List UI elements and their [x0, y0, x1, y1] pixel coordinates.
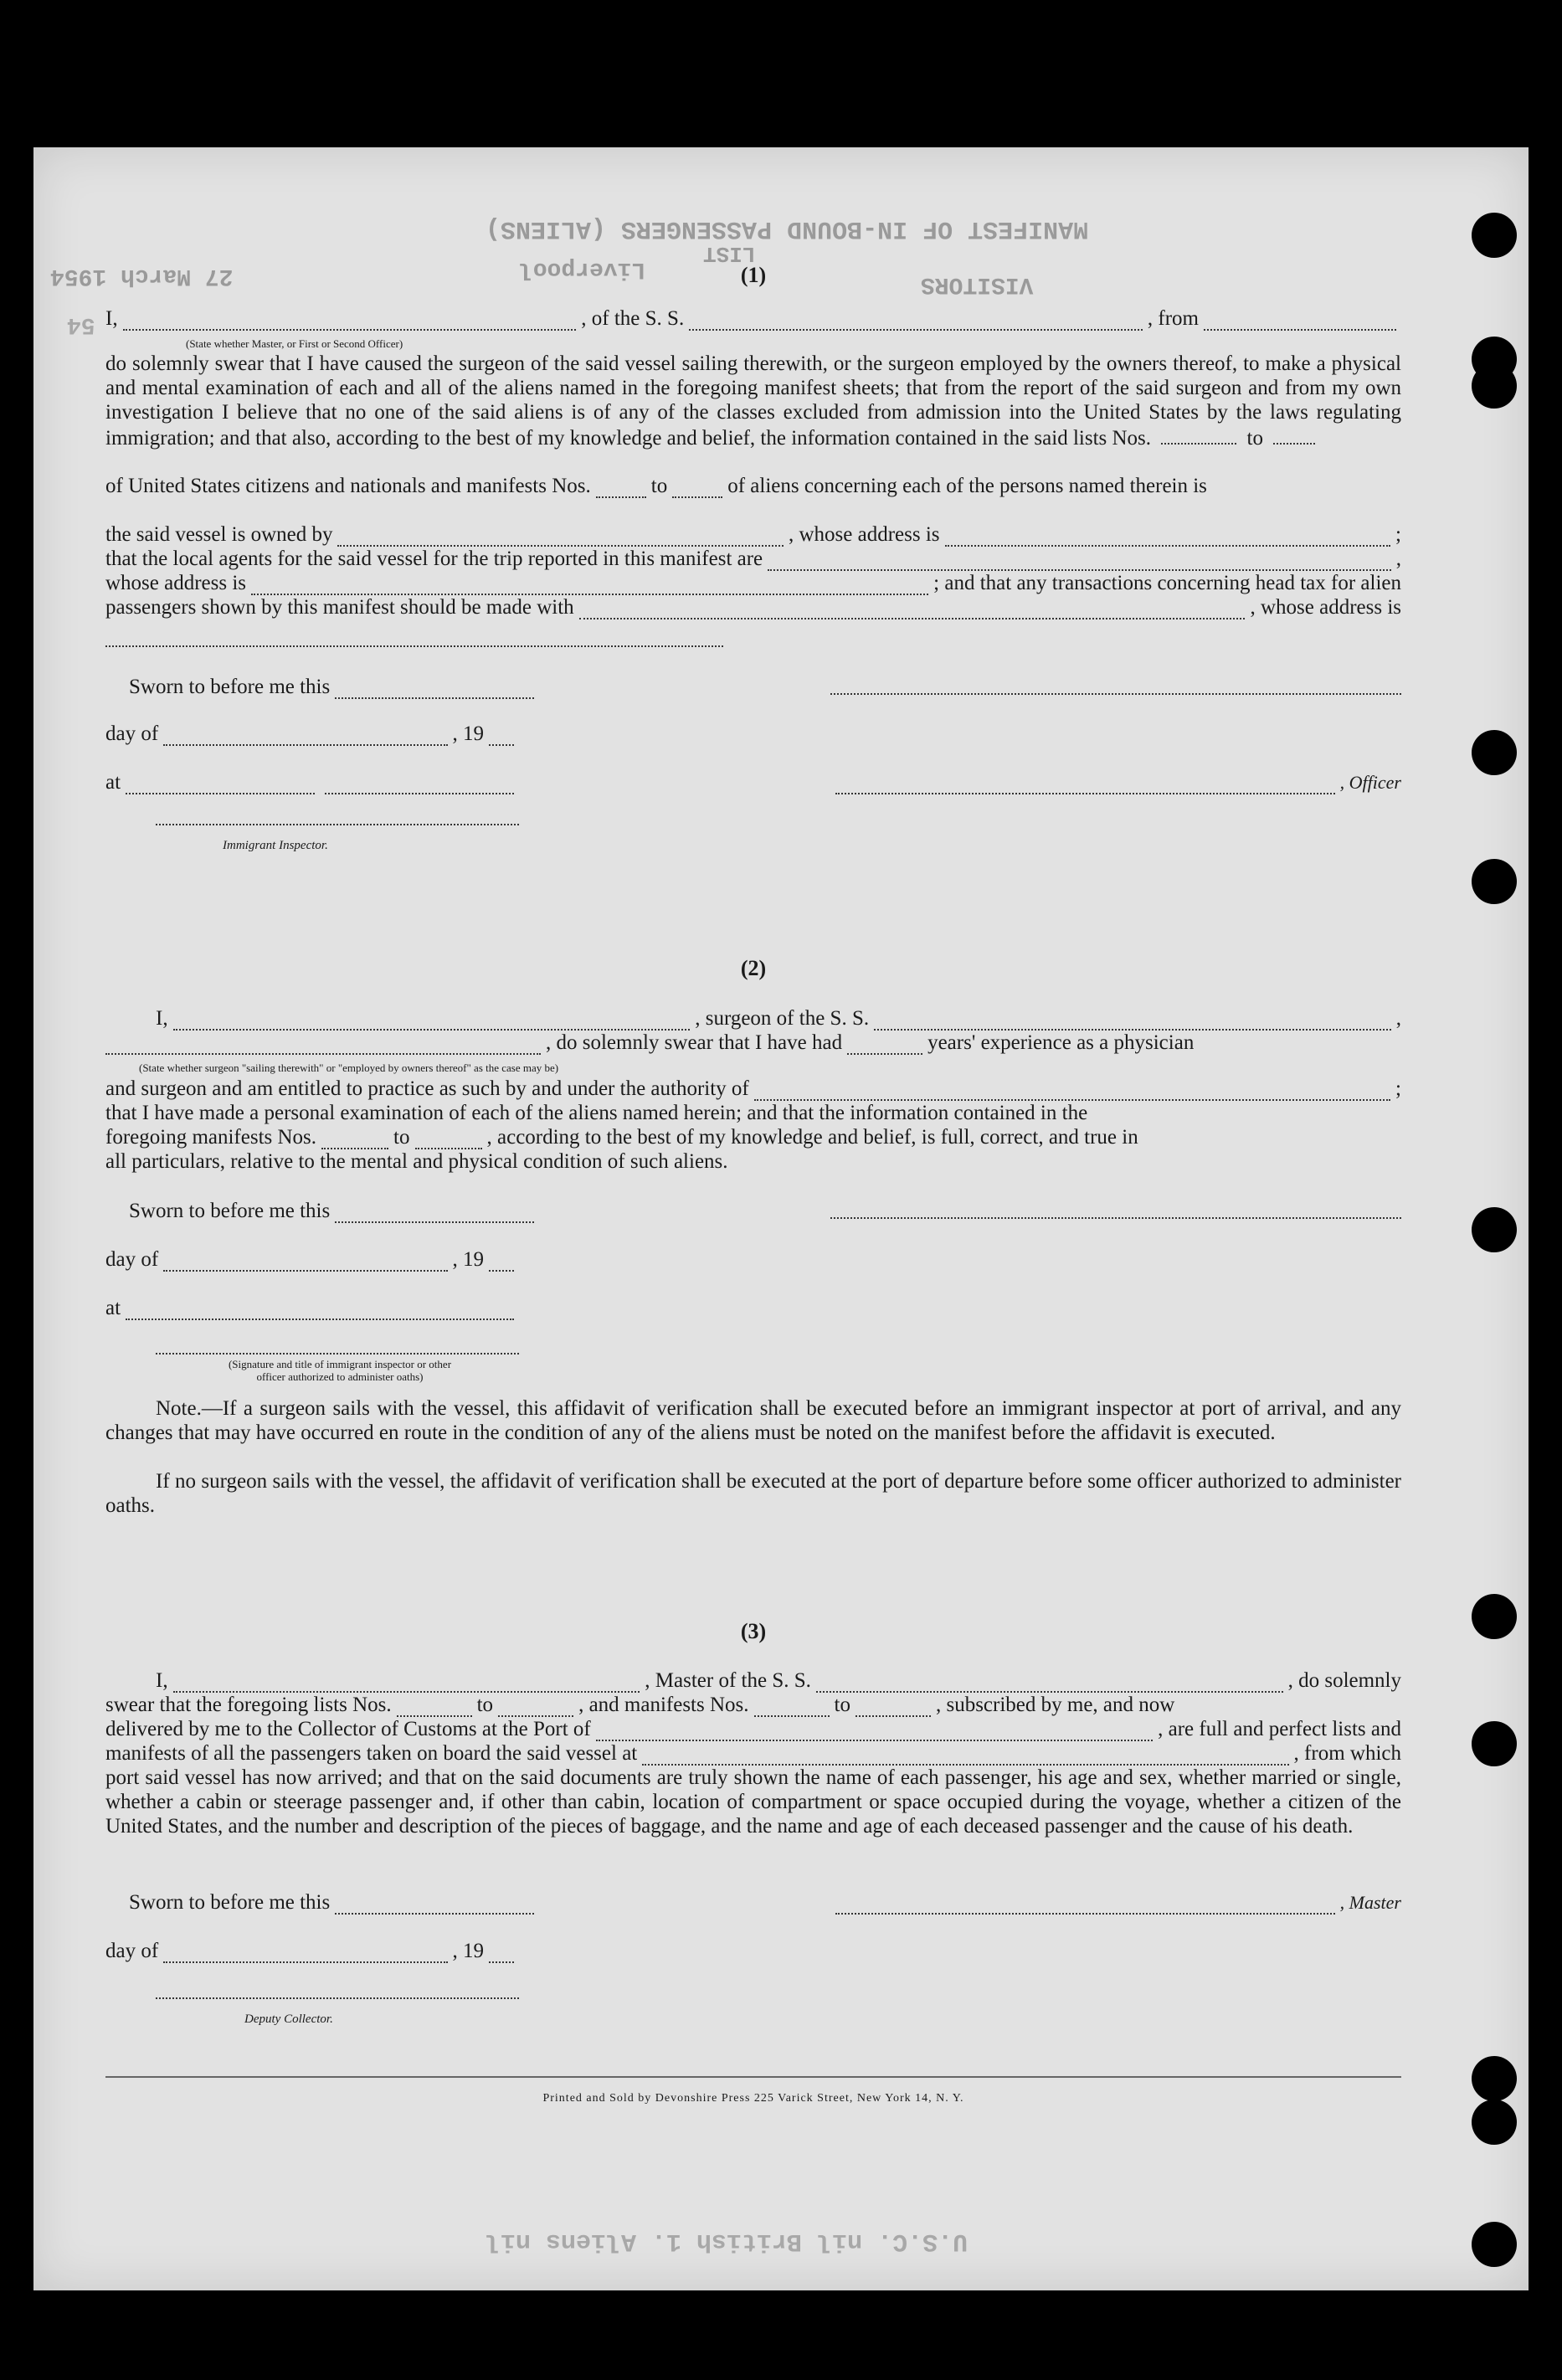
s1-whose1-label: , whose address is [789, 523, 940, 546]
s2-signature-caption: (Signature and title of immigrant inspector or other officer authorized to administer oaths) [228, 1358, 452, 1383]
punch-hole [1472, 1594, 1517, 1639]
s1-whose2-line [105, 571, 1401, 595]
section-1 [105, 263, 1401, 287]
s1-year-field[interactable] [489, 726, 514, 746]
s1-officer-label: , Officer [1339, 772, 1401, 793]
s1-officer-line [830, 770, 1401, 794]
s3-fromwhich-label: , from which [1293, 1742, 1401, 1765]
punch-hole [1472, 859, 1517, 904]
s2-month-field[interactable] [163, 1252, 447, 1272]
s1-at-line [105, 770, 1401, 794]
s1-agents-field[interactable] [768, 551, 1391, 571]
section-3 [105, 1619, 1401, 1643]
punch-hole [1472, 363, 1517, 409]
s1-ss-label: , of the S. S. [581, 307, 685, 330]
s3-lists-to-field[interactable] [498, 1697, 573, 1717]
s3-deputy-label: Deputy Collector. [244, 2012, 333, 2026]
s3-lists-from-field[interactable] [397, 1697, 472, 1717]
s3-line3 [105, 1717, 1401, 1741]
s1-at-place2-field[interactable] [325, 774, 514, 794]
section-2 [105, 956, 1401, 980]
s1-manifest-from-field[interactable] [596, 478, 646, 498]
punch-hole [1472, 730, 1517, 775]
punch-hole [1472, 1207, 1517, 1252]
s1-agents-line [105, 547, 1401, 571]
s3-sworn-date-field[interactable] [335, 1894, 534, 1915]
s2-signature-line[interactable] [830, 1217, 1401, 1219]
s2-i-label: I, [156, 1007, 168, 1030]
s1-taxagent-field[interactable] [579, 599, 1246, 619]
s1-owner-field[interactable] [337, 527, 784, 547]
s1-owner-address-field[interactable] [945, 527, 1391, 547]
s2-line1 [105, 1006, 1401, 1031]
punch-hole [1472, 2100, 1517, 2145]
punch-hole [1472, 213, 1517, 258]
s1-inspector-label: Immigrant Inspector. [223, 839, 328, 852]
bleed-header-text: MANIFEST OF IN-BOUND PASSENGERS (ALIENS) [486, 214, 1089, 243]
s1-sworn-label: Sworn to before me this [129, 676, 331, 698]
s3-embark-port-field[interactable] [642, 1745, 1288, 1766]
s3-sworn-label: Sworn to before me this [129, 1891, 331, 1914]
s2-authority-field[interactable] [754, 1081, 1390, 1101]
s1-owned-label: the said vessel is owned by [105, 523, 333, 546]
section-2-heading: (2) [740, 956, 767, 980]
s2-comma: , [1395, 1007, 1402, 1030]
s1-officer-field[interactable] [835, 774, 1335, 794]
s2-at-line [105, 1296, 1401, 1320]
s3-perfect-label: , are full and perfect lists and [1158, 1718, 1401, 1740]
s2-dayof-line [105, 1247, 1401, 1272]
s2-line4 [105, 1101, 1401, 1125]
s3-dayof-label: day of [105, 1940, 159, 1962]
s3-port-label: delivered by me to the Collector of Customs at the Port of [105, 1718, 591, 1740]
s1-name-field[interactable] [123, 311, 577, 331]
s1-agents-label: that the local agents for the said vessel for the trip reported in this manifest are [105, 547, 763, 570]
s3-to2-label: to [834, 1694, 850, 1716]
s2-dayof-label: day of [105, 1248, 159, 1271]
s2-line6 [105, 1149, 1401, 1174]
s3-dayof-line [105, 1939, 1401, 1963]
s1-year-label: , 19 [452, 722, 484, 745]
s2-ss-label: , surgeon of the S. S. [695, 1007, 870, 1030]
s1-month-field[interactable] [163, 726, 447, 746]
s3-body-text: port said vessel has now arrived; and that on the said documents are truly shown the name of each passenger, his age and sex, whether married or single, whether a cabin or steerage passenger and, if other than cabin, location of compartment or space occupied during the voyage, whether a citizen of the United States, and the number and description of the pieces of baggage, and the name and age of each deceased passenger and the cause of his death. [105, 1766, 1401, 1838]
s3-swear-label: , do solemnly [1287, 1669, 1402, 1692]
s1-owned-line [105, 522, 1401, 547]
s2-note-1-text: Note.—If a surgeon sails with the vessel, this affidavit of verification shall be executed before an immigrant inspector at port of arrival, and any changes that may have occurred en route in the condition of any of the aliens must be noted on the manifest before the affidavit is executed. [105, 1397, 1401, 1444]
bleed-through-header [486, 214, 1088, 243]
s1-citizens-line [105, 474, 1401, 498]
bleed-port-text: Liverpool [519, 256, 646, 282]
s2-name-field[interactable] [173, 1010, 691, 1031]
section-1-heading: (1) [740, 263, 767, 287]
s2-at-place-field[interactable] [126, 1300, 514, 1320]
s2-particulars-text: all particulars, relative to the mental and physical condition of such aliens. [105, 1150, 728, 1173]
bleed-class-text: VISITORS [921, 271, 1034, 297]
s2-manifest-to-field[interactable] [415, 1129, 482, 1149]
s1-aliens-label: of aliens concerning each of the persons named therein is [727, 475, 1207, 497]
s3-port-field[interactable] [596, 1721, 1153, 1741]
s2-note-1 [105, 1396, 1401, 1445]
s3-master-sign-label: , Master [1339, 1892, 1401, 1913]
s1-dayof-line [105, 722, 1401, 746]
s1-agents-address-field[interactable] [251, 575, 928, 595]
s3-manifests-to-field[interactable] [856, 1697, 931, 1717]
s2-year-field[interactable] [489, 1252, 514, 1272]
punch-hole [1472, 1721, 1517, 1766]
s3-master-signature-field[interactable] [835, 1894, 1335, 1915]
s2-knowledge-label: , according to the best of my knowledge and belief, is full, correct, and true in [486, 1126, 1138, 1149]
s3-year-label: , 19 [452, 1940, 484, 1962]
s3-body [105, 1766, 1401, 1838]
s1-taxagent-address-field[interactable] [105, 627, 723, 647]
s2-physician-label: years' experience as a physician [927, 1031, 1195, 1054]
s2-vessel-field[interactable] [874, 1010, 1391, 1031]
bleed-footer-text: U.S.C. nil British 1. Aliens nil [486, 2227, 969, 2255]
s3-deputy-line[interactable] [156, 1997, 519, 1999]
section-1-body [105, 352, 1401, 450]
s1-body-text: do solemnly swear that I have caused the surgeon of the said vessel sailing therewith, or the surgeon employed by the owners thereof, to make a physical and mental examination of each and all of the aliens named in the foregoing manifest sheets; that from the report of the said surgeon and from my own investigation I believe that no one of the said aliens is of any of the classes excluded from admission into the United States by the laws regulating immigration; and that also, according to the best of my knowledge and belief, the information contained in the said lists Nos. [105, 352, 1401, 450]
s2-sworn-label: Sworn to before me this [129, 1200, 331, 1222]
s3-month-field[interactable] [163, 1943, 447, 1963]
s1-sworn-date-field[interactable] [335, 679, 534, 699]
s1-lists-to-field[interactable] [1273, 424, 1315, 445]
section-3-heading: (3) [740, 1619, 767, 1643]
s1-to2-label: to [650, 475, 668, 497]
s3-master-label: , Master of the S. S. [645, 1669, 811, 1692]
punch-hole [1472, 2222, 1517, 2267]
punch-hole [1472, 2056, 1517, 2101]
s1-passengers-line [105, 595, 1401, 619]
s1-signature-line[interactable] [830, 693, 1401, 695]
footer-rule [105, 2076, 1401, 2078]
s3-manifests-label: , and manifests Nos. [578, 1694, 749, 1716]
s2-inspector-line[interactable] [156, 1353, 519, 1354]
s2-years-field[interactable] [847, 1035, 922, 1055]
s2-manifests-label: foregoing manifests Nos. [105, 1126, 317, 1149]
s2-line3 [105, 1077, 1401, 1101]
s2-at-label: at [105, 1297, 121, 1319]
s1-whose2-label: whose address is [105, 572, 247, 594]
s1-at-label: at [105, 771, 121, 794]
s1-inspector-line[interactable] [156, 824, 519, 825]
document-page [33, 147, 1529, 2290]
s1-i-label: I, [105, 307, 118, 330]
s3-vessel-field[interactable] [816, 1673, 1283, 1693]
s2-examination-text: that I have made a personal examination of each of the aliens named herein; and that the information contained in the [105, 1102, 1088, 1124]
s2-manifest-from-field[interactable] [321, 1129, 388, 1149]
s2-sworn-date-field[interactable] [335, 1203, 534, 1223]
s1-citizens-label: of United States citizens and nationals and manifests Nos. [105, 475, 591, 497]
s3-line1 [105, 1668, 1401, 1693]
s3-line4 [105, 1741, 1401, 1766]
s1-passengers-label: passengers shown by this manifest should be made with [105, 596, 574, 619]
s1-vessel-field[interactable] [689, 311, 1143, 331]
s1-at-place-field[interactable] [126, 774, 315, 794]
s3-manifests-from-field[interactable] [754, 1697, 830, 1717]
bleed-through-footer [486, 2227, 968, 2255]
s3-lists-label: swear that the foregoing lists Nos. [105, 1694, 392, 1716]
s3-line2 [105, 1693, 1401, 1717]
bleed-through-side-number [67, 311, 95, 337]
bleed-list-text: LIST [703, 241, 756, 266]
s2-capacity-field[interactable] [105, 1035, 541, 1055]
s2-to-label: to [393, 1126, 410, 1149]
s2-authority-label: and surgeon and am entitled to practice as such by and under the authority of [105, 1077, 749, 1100]
s2-line2 [105, 1031, 1401, 1074]
s2-note-2 [105, 1469, 1401, 1518]
s3-to1-label: to [476, 1694, 494, 1716]
s3-taken-label: manifests of all the passengers taken on board the said vessel at [105, 1742, 638, 1765]
s2-note-2-text: If no surgeon sails with the vessel, the affidavit of verification shall be executed at the port of departure before some officer authorized to administer oaths. [105, 1470, 1401, 1517]
printer-imprint: Printed and Sold by Devonshire Press 225 Varick Street, New York 14, N. Y. [542, 2092, 964, 2105]
s1-from-field[interactable] [1204, 311, 1396, 331]
section-1-first-line [105, 306, 1401, 350]
s3-subscribed-label: , subscribed by me, and now [935, 1694, 1175, 1716]
s3-master-line [830, 1890, 1401, 1915]
s3-year-field[interactable] [489, 1943, 514, 1963]
s3-i-label: I, [156, 1669, 168, 1692]
s2-semicolon: ; [1395, 1077, 1401, 1100]
s1-tax-label: ; and that any transactions concerning head tax for alien [933, 572, 1401, 594]
s1-lists-field[interactable] [1161, 424, 1236, 445]
s2-capacity-caption: (State whether surgeon "sailing therewith" or "employed by owners thereof" as the case may be) [139, 1061, 559, 1074]
s1-comma: , [1395, 547, 1401, 570]
s2-swear-label: , do solemnly swear that I have had [546, 1031, 843, 1054]
s3-name-field[interactable] [173, 1673, 640, 1693]
s1-semicolon: ; [1395, 523, 1401, 546]
bleed-date-text: 27 March 1954 [50, 263, 234, 289]
s1-manifest-to-field[interactable] [672, 478, 722, 498]
s2-year-label: , 19 [452, 1248, 484, 1271]
bleed-side-number-text: 54 [67, 311, 95, 337]
s1-dayof-label: day of [105, 722, 159, 745]
s1-rank-caption: (State whether Master, or First or Second Officer) [186, 337, 403, 350]
s2-line5 [105, 1125, 1401, 1149]
s1-to1-label: to [1246, 427, 1263, 450]
s1-from-label: , from [1147, 307, 1199, 330]
s1-whose3-label: , whose address is [1250, 596, 1401, 619]
